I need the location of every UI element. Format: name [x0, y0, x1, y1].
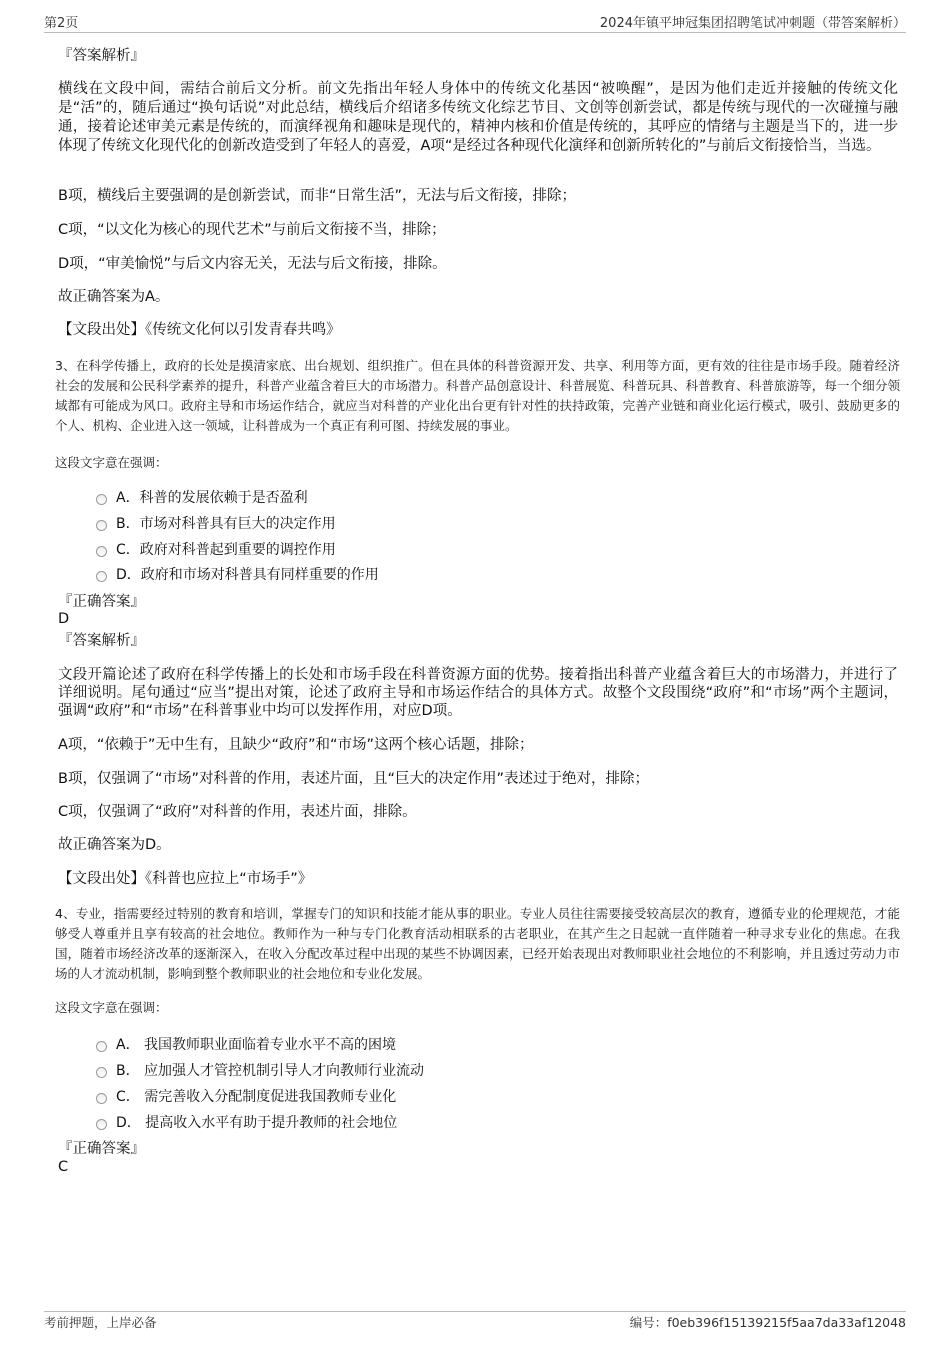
- q3-option-d[interactable]: [96, 564, 379, 584]
- source-citation: 【文段出处】《科普也应拉上“市场手”》: [58, 871, 313, 887]
- radio-icon[interactable]: [96, 1041, 107, 1052]
- analysis-label: 『答案解析』: [58, 48, 145, 64]
- option-label: C． 需完善收入分配制度促进我国教师专业化: [116, 1089, 397, 1105]
- answer-statement: 故正确答案为D。: [58, 837, 171, 853]
- document-title: 2024年镇平坤冠集团招聘笔试冲刺题（带答案解析）: [599, 16, 906, 31]
- option-label: A．科普的发展依赖于是否盈利: [116, 490, 308, 506]
- source-citation: 【文段出处】《传统文化何以引发青春共鸣》: [58, 322, 341, 338]
- analysis-label: 『答案解析』: [58, 633, 145, 649]
- q4-option-d[interactable]: [96, 1112, 397, 1132]
- radio-icon[interactable]: [96, 571, 107, 582]
- header-divider: [44, 32, 906, 33]
- option-label: D． 提高收入水平有助于提升教师的社会地位: [116, 1115, 398, 1131]
- document-id: 编号：f0eb396f15139215f5aa7da33af12048: [629, 1315, 906, 1330]
- radio-icon[interactable]: [96, 1119, 107, 1130]
- correct-answer: D: [58, 611, 70, 627]
- answer-statement: 故正确答案为A。: [58, 289, 170, 305]
- q4-option-a[interactable]: [96, 1034, 396, 1054]
- page-number: 第2页: [44, 16, 79, 31]
- option-label: B． 应加强人才管控机制引导人才向教师行业流动: [116, 1063, 425, 1079]
- q4-option-c[interactable]: [96, 1086, 396, 1106]
- option-b-analysis: B项，横线后主要强调的是创新尝试，而非“日常生活”，无法与后文衔接，排除；: [58, 188, 576, 204]
- q3-option-b[interactable]: [96, 513, 336, 533]
- correct-answer-label: 『正确答案』: [58, 1141, 145, 1157]
- option-d-analysis: D项，“审美愉悦”与后文内容无关，无法与后文衔接，排除。: [58, 256, 447, 272]
- correct-answer-label: 『正确答案』: [58, 594, 145, 610]
- q3-option-c[interactable]: [96, 539, 336, 559]
- option-a-analysis: A项，“依赖于”无中生有，且缺少“政府”和“市场”这两个核心话题，排除；: [58, 737, 534, 753]
- question-4-prompt: 这段文字意在强调：: [55, 1000, 168, 1015]
- option-c-analysis: C项，仅强调了“政府”对科普的作用，表述片面，排除。: [58, 804, 417, 820]
- q4-option-b[interactable]: [96, 1060, 424, 1080]
- footer-divider: [44, 1311, 906, 1312]
- question-3-text: 3、在科学传播上，政府的长处是摸清家底、出台规划、组织推广。但在具体的科普资源开发、共享、利用等方面，更有效的往往是市场手段。随着经济社会的发展和公民科学素养的提升，科普产业蕴含着巨大的市场潜力。科普产品创意设计、科普展览、科普玩具、科普教育、科普旅游等，每一个细分领域都有可能成为风口。政府主导和市场运作结合，就应当对科普的产业化出台更有针对性的扶持政策，完善产业链和商业化运行模式，吸引、鼓励更多的个人、机构、企业进入这一领域，让科普成为一个真正有利可图、持续发展的事业。: [55, 358, 900, 433]
- option-label: B．市场对科普具有巨大的决定作用: [116, 516, 336, 532]
- radio-icon[interactable]: [96, 520, 107, 531]
- option-label: A． 我国教师职业面临着专业水平不高的困境: [116, 1037, 397, 1053]
- analysis-paragraph: 横线在文段中间，需结合前后文分析。前文先指出年轻人身体中的传统文化基因“被唤醒”，是因为他们走近并接触的传统文化是“活”的，随后通过“换句话说”对此总结，横线后介绍诸多传统文化综艺节目、文创等创新尝试，都是传统与现代的一次碰撞与融通，接着论述审美元素是传统的，而演绎视角和趣味是现代的，精神内核和价值是传统的，其呼应的情绪与主题是当下的，进一步体现了传统文化现代化的创新改造受到了年轻人的喜爱，A项“是经过各种现代化演绎和创新所转化的”与前后文衔接恰当，当选。: [58, 81, 898, 154]
- correct-answer: C: [58, 1159, 69, 1175]
- option-label: D．政府和市场对科普具有同样重要的作用: [116, 567, 379, 583]
- option-c-analysis: C项，“以文化为核心的现代艺术”与前后文衔接不当，排除；: [58, 222, 446, 238]
- radio-icon[interactable]: [96, 494, 107, 505]
- option-label: C．政府对科普起到重要的调控作用: [116, 542, 336, 558]
- q3-option-a[interactable]: [96, 487, 308, 507]
- question-3-prompt: 这段文字意在强调：: [55, 455, 168, 470]
- radio-icon[interactable]: [96, 1093, 107, 1104]
- question-4-text: 4、专业，指需要经过特别的教育和培训，掌握专门的知识和技能才能从事的职业。专业人员往往需要接受较高层次的教育，遵循专业的伦理规范，才能够受人尊重并且享有较高的社会地位。教师作为一种与专门化教育活动相联系的古老职业，在其产生之日起就一直伴随着一种寻求专业化的焦虑。在我国，随着市场经济改革的逐渐深入，在收入分配改革过程中出现的某些不协调因素，已经开始表现出对教师职业社会地位的不利影响，并且透过劳动力市场的人才流动机制，影响到整个教师职业的社会地位和专业化发展。: [55, 906, 900, 981]
- footer-slogan: 考前押题，上岸必备: [44, 1315, 157, 1330]
- analysis-paragraph: 文段开篇论述了政府在科学传播上的长处和市场手段在科普资源方面的优势。接着指出科普产业蕴含着巨大的市场潜力，并进行了详细说明。尾句通过“应当”提出对策，论述了政府主导和市场运作结合的具体方式。故整个文段围绕“政府”和“市场”两个主题词，强调“政府”和“市场”在科普事业中均可以发挥作用，对应D项。: [58, 667, 898, 719]
- option-b-analysis: B项，仅强调了“市场”对科普的作用，表述片面，且“巨大的决定作用”表述过于绝对，排除；: [58, 771, 649, 787]
- radio-icon[interactable]: [96, 1067, 107, 1078]
- radio-icon[interactable]: [96, 546, 107, 557]
